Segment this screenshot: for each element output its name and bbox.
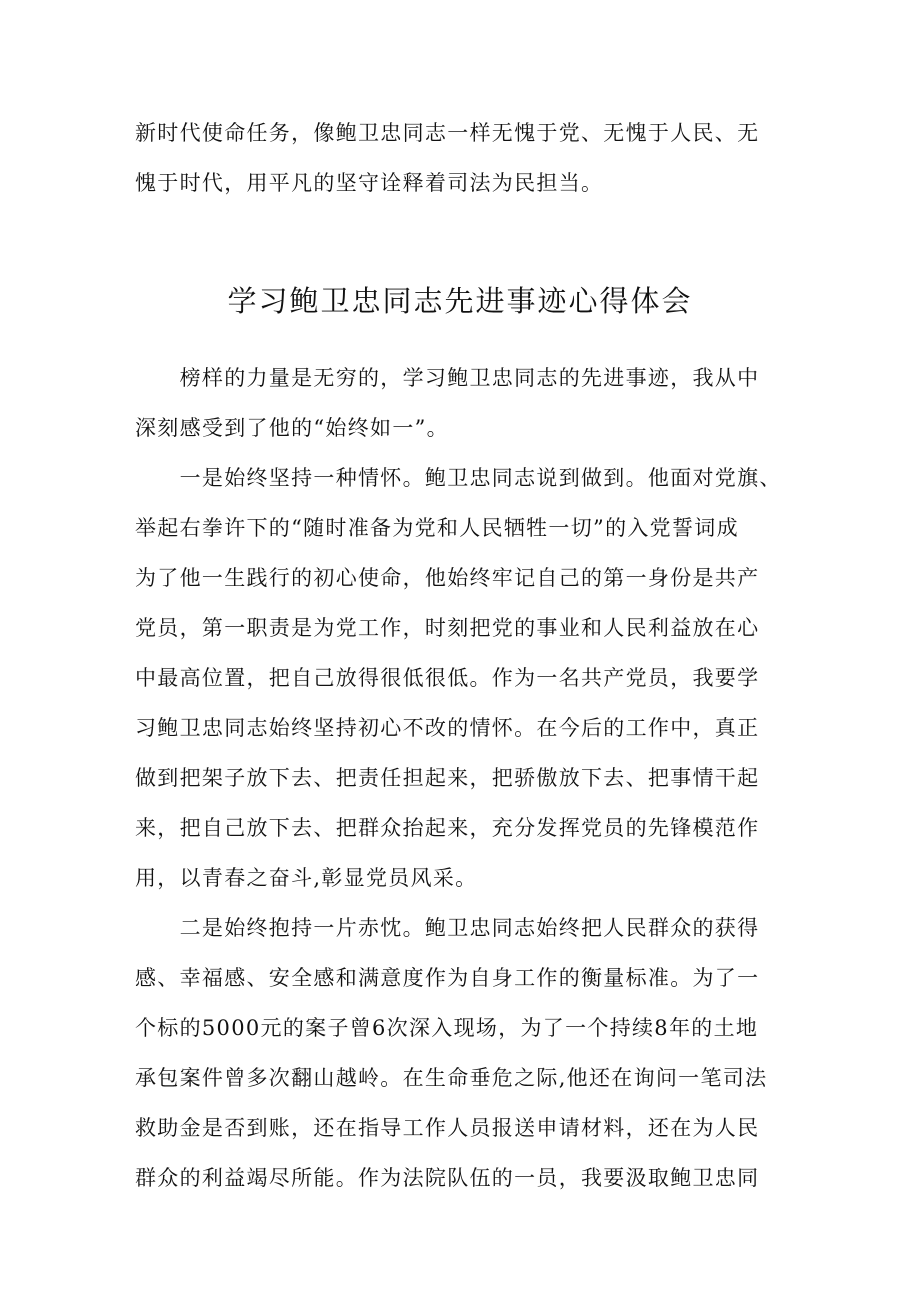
body-line: 榜样的力量是无穷的，学习鲍卫忠同志的先进事迹，我从中 — [135, 366, 760, 390]
body-line: 感、幸福感、安全感和满意度作为自身工作的衡量标准。为了一 — [135, 966, 760, 990]
body-line: 来，把自己放下去、把群众抬起来，充分发挥党员的先锋模范作 — [135, 816, 760, 840]
body-line: 为了他一生践行的初心使命，他始终牢记自己的第一身份是共产 — [135, 566, 760, 590]
page-title: 学习鲍卫忠同志先进事迹心得体会 — [227, 284, 693, 319]
intro-line: 愧于时代，用平凡的坚守诠释着司法为民担当。 — [135, 171, 604, 195]
body-line: 做到把架子放下去、把责任担起来，把骄傲放下去、把事情干起 — [135, 766, 760, 790]
body-line: 深刻感受到了他的“始终如一”。 — [135, 416, 449, 440]
body-line: 举起右拳许下的“随时准备为党和人民牺牲一切”的入党誓词成 — [135, 516, 739, 540]
body-line: 承包案件曾多次翻山越岭。在生命垂危之际,他还在询问一笔司法 — [135, 1066, 768, 1090]
body-line: 中最高位置，把自己放得很低很低。作为一名共产党员，我要学 — [135, 666, 760, 690]
body-line: 群众的利益竭尽所能。作为法院队伍的一员，我要汲取鲍卫忠同 — [135, 1166, 760, 1190]
body-line: 习鲍卫忠同志始终坚持初心不改的情怀。在今后的工作中，真正 — [135, 716, 760, 740]
body-line: 用，以青春之奋斗,彰显党员风采。 — [135, 866, 478, 890]
body-line: 个标的5000元的案子曾6次深入现场，为了一个持续8年的土地 — [135, 1016, 759, 1040]
intro-line: 新时代使命任务，像鲍卫忠同志一样无愧于党、无愧于人民、无 — [135, 121, 760, 145]
body-line: 一是始终坚持一种情怀。鲍卫忠同志说到做到。他面对党旗、 — [135, 466, 782, 490]
body-line: 救助金是否到账，还在指导工作人员报送申请材料，还在为人民 — [135, 1116, 760, 1140]
body-line: 党员，第一职责是为党工作，时刻把党的事业和人民利益放在心 — [135, 616, 760, 640]
body-line: 二是始终抱持一片赤忱。鲍卫忠同志始终把人民群众的获得 — [135, 916, 760, 940]
